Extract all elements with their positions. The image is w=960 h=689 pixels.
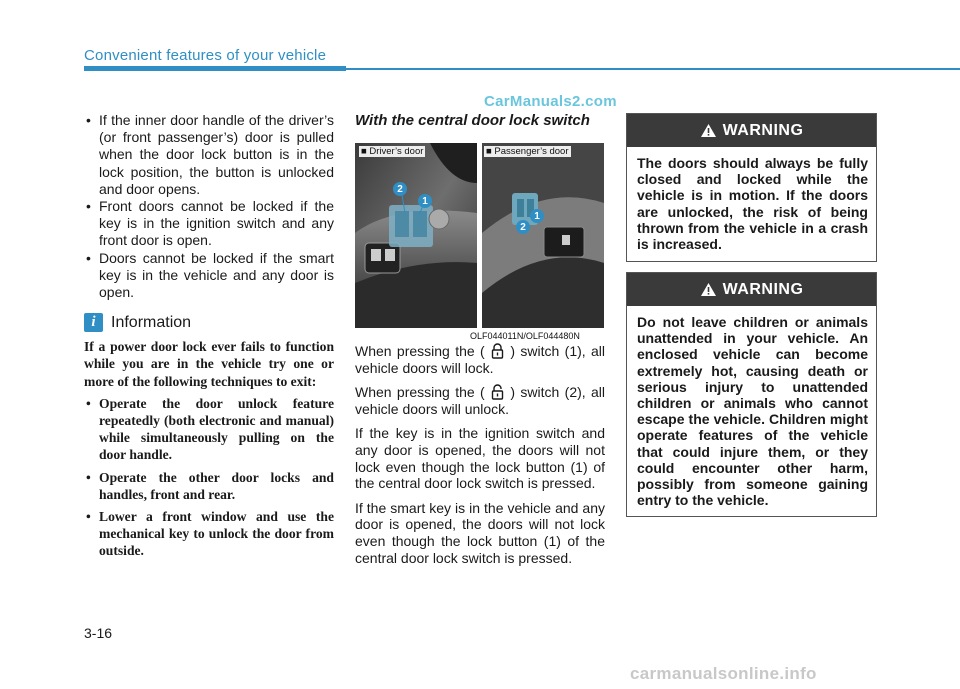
lock-paragraph: When pressing the ( ) switch (1), all vehicle doors will lock. bbox=[355, 343, 606, 376]
passenger-door-photo bbox=[482, 143, 604, 328]
passenger-door-caption: ■ Passenger’s door bbox=[486, 146, 569, 157]
list-item: • Operate the other door locks and handles, front and rear. bbox=[84, 469, 334, 503]
section-header-title: Convenient features of your vehicle bbox=[84, 47, 327, 64]
driver-callouts bbox=[355, 143, 477, 328]
lock-icon bbox=[490, 343, 505, 359]
list-item: • Lower a front window and use the mechanical key to unlock the door from outside. bbox=[84, 508, 334, 560]
watermark-top: CarManuals2.com bbox=[484, 93, 617, 110]
smart-key-note: If the smart key is in the vehicle and any door is opened, the doors will not lock even though the lock button (1) of the central door lock switch is pressed. bbox=[355, 499, 605, 566]
left-column bbox=[84, 112, 334, 560]
warning-header: WARNING bbox=[627, 114, 876, 147]
warning-box-children bbox=[626, 272, 877, 517]
information-title: Information bbox=[111, 313, 192, 331]
callout-1-passenger: 1 bbox=[530, 209, 544, 223]
middle-column bbox=[355, 112, 605, 566]
information-intro: If a power door lock ever fails to function while you are in the vehicle try one or more of the following techniques to exit: bbox=[84, 339, 334, 389]
header-rule-thick bbox=[84, 66, 346, 71]
driver-door-caption: ■ Driver’s door bbox=[361, 146, 424, 157]
warning-text: The doors should always be fully closed and locked while the vehicle is in motion. If the doors are unlocked, the risk of being thrown from the vehicle in a crash is increased. bbox=[637, 155, 868, 253]
warning-box-doors bbox=[626, 113, 877, 262]
information-icon: i bbox=[84, 313, 103, 332]
door-lock-notes bbox=[84, 112, 334, 301]
watermark-bottom: carmanualsonline.info bbox=[630, 664, 817, 683]
ignition-note: If the key is in the ignition switch and any door is opened, the doors will not lock even though the lock button (1) of the central door lock switch is pressed. bbox=[355, 425, 605, 492]
callout-2-driver: 2 bbox=[393, 182, 407, 196]
warning-triangle-icon bbox=[700, 123, 717, 138]
callout-1-driver: 1 bbox=[418, 194, 432, 208]
unlock-icon bbox=[490, 384, 505, 400]
information-list bbox=[84, 395, 334, 560]
list-item: • If the inner door handle of the driver’s (or front passenger’s) door is pulled when the door lock button is in the lock position, the button is unlocked and door opens. bbox=[84, 112, 334, 198]
warning-header: WARNING bbox=[627, 273, 876, 306]
section-title: With the central door lock switch bbox=[355, 112, 590, 129]
unlock-paragraph: When pressing the ( ) switch (2), all vehicle doors will unlock. bbox=[355, 384, 606, 417]
warning-triangle-icon bbox=[700, 282, 717, 297]
header-rule-thin bbox=[346, 68, 960, 70]
list-item: • Operate the door unlock feature repeatedly (both electronic and manual) while simultaneously pulling on the door handle. bbox=[84, 395, 334, 464]
information-heading bbox=[84, 313, 334, 332]
page-number: 3-16 bbox=[84, 625, 113, 641]
photo-code: OLF044011N/OLF044480N bbox=[470, 331, 580, 341]
callout-2-passenger: 2 bbox=[516, 220, 530, 234]
warning-text: Do not leave children or animals unattended in your vehicle. An enclosed vehicle can become extremely hot, causing death or serious injury to unattended children or animals who cannot escape the vehicle. Children might operate features of the vehicle that could injure them, or they could encounter other harm, possibly from someone gaining entry to the vehicle. bbox=[637, 314, 868, 509]
list-item: • Front doors cannot be locked if the key is in the ignition switch and any front door is open. bbox=[84, 198, 334, 250]
list-item: • Doors cannot be locked if the smart key is in the vehicle and any door is open. bbox=[84, 250, 334, 302]
door-switch-photos bbox=[355, 143, 605, 343]
